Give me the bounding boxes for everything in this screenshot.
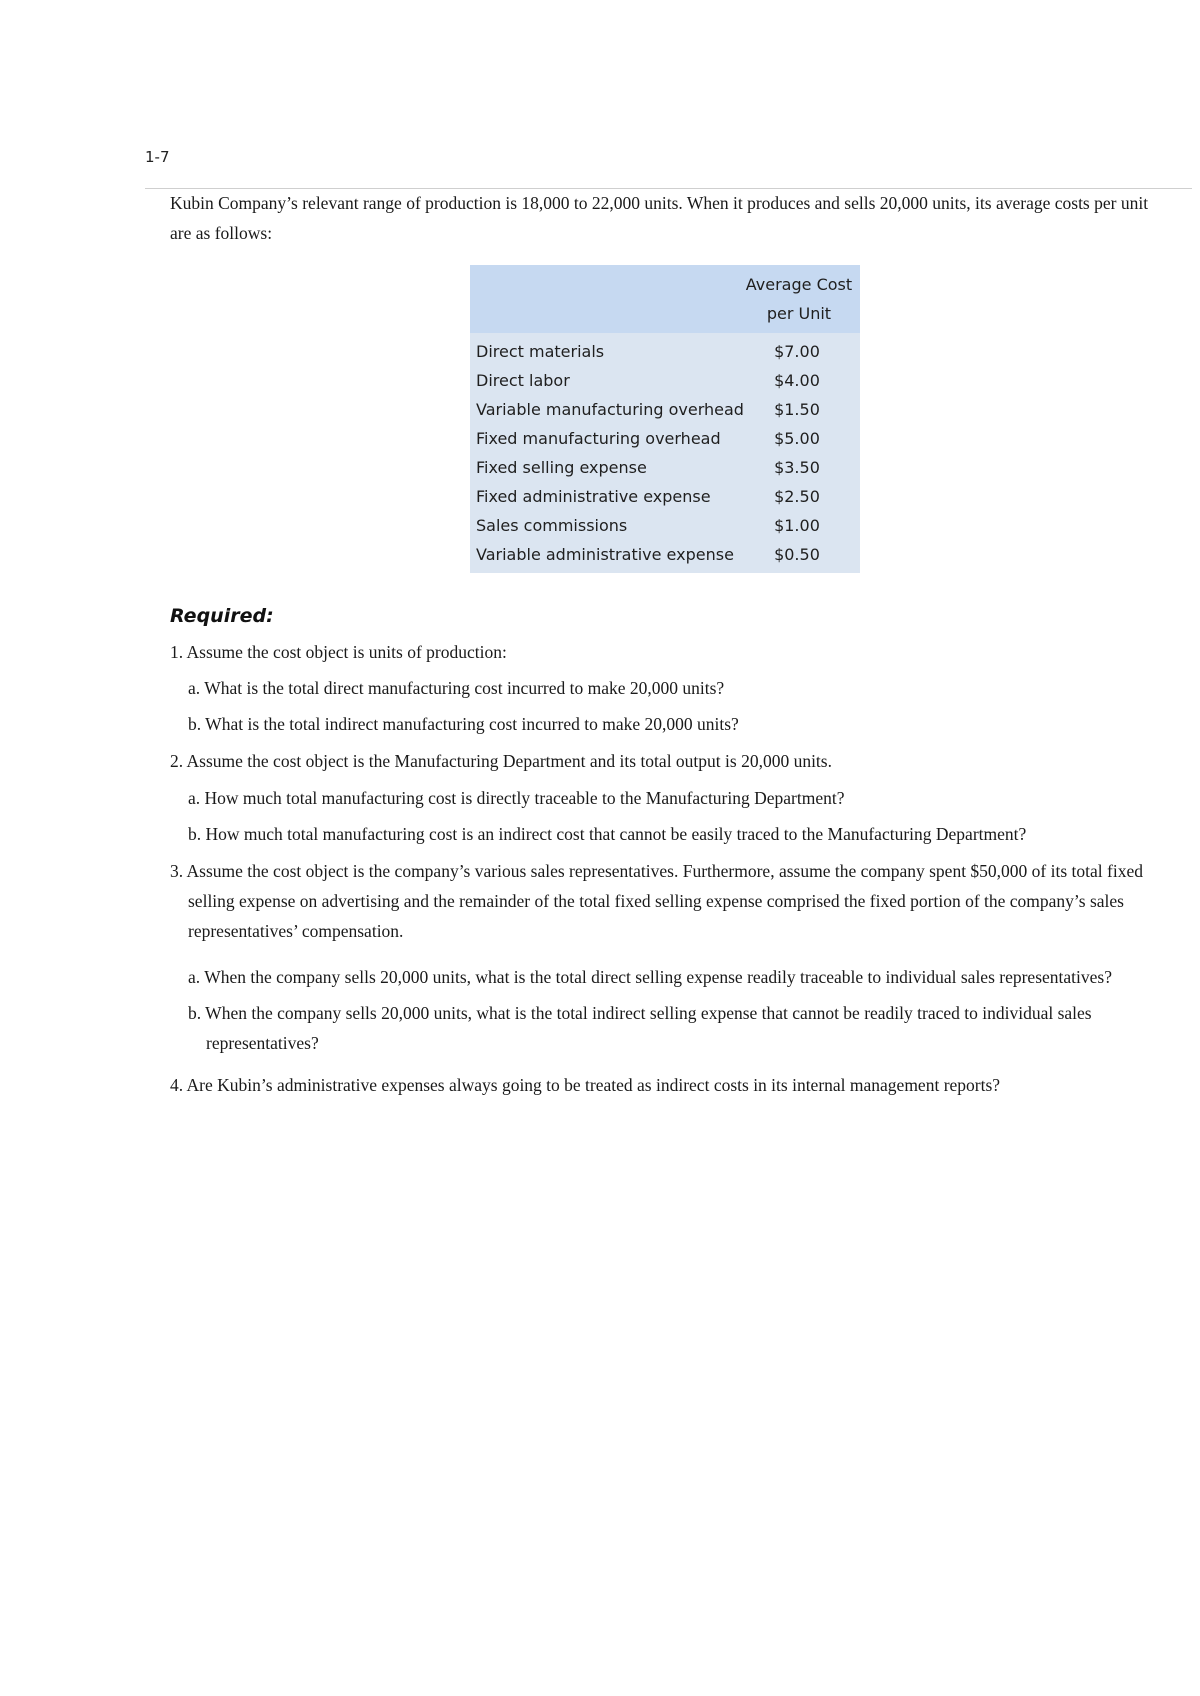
table-row bbox=[470, 424, 860, 453]
question-1: 1. Assume the cost object is units of production: bbox=[170, 642, 507, 662]
cost-label: Fixed selling expense bbox=[470, 453, 744, 482]
table-row bbox=[470, 453, 860, 482]
cost-amount: $4.00 bbox=[744, 366, 860, 395]
cost-amount: $0.50 bbox=[744, 540, 860, 573]
average-cost-table bbox=[470, 265, 860, 573]
cost-label: Variable manufacturing overhead bbox=[470, 395, 744, 424]
cost-label: Fixed administrative expense bbox=[470, 482, 744, 511]
intro-paragraph: Kubin Company’s relevant range of production is 18,000 to 22,000 units. When it produces and sells 20,000 units, its average costs per unit are as follows: bbox=[170, 193, 1149, 243]
cost-amount: $3.50 bbox=[744, 453, 860, 482]
cost-amount: $2.50 bbox=[744, 482, 860, 511]
cost-amount: $5.00 bbox=[744, 424, 860, 453]
required-heading: Required: bbox=[170, 605, 274, 627]
cost-amount: $1.50 bbox=[744, 395, 860, 424]
question-2a: a. How much total manufacturing cost is directly traceable to the Manufacturing Department? bbox=[188, 788, 845, 808]
question-1b: b. What is the total indirect manufacturing cost incurred to make 20,000 units? bbox=[188, 714, 739, 734]
table-header-average-cost bbox=[744, 265, 860, 333]
cost-label: Direct labor bbox=[470, 366, 744, 395]
cost-label: Direct materials bbox=[470, 333, 744, 366]
table-row bbox=[470, 333, 860, 366]
table-row bbox=[470, 482, 860, 511]
cost-label: Sales commissions bbox=[470, 511, 744, 540]
table-row bbox=[470, 395, 860, 424]
header-line-1: Average Cost bbox=[745, 275, 853, 294]
table-row bbox=[470, 540, 860, 573]
cost-amount: $1.00 bbox=[744, 511, 860, 540]
question-3: 3. Assume the cost object is the company’s various sales representatives. Furthermore, assume the company spent $50,000 of its total fixed selling expense on advertising and the remainder of the total fixed selling expense comprised the fixed portion of the company’s sales representatives’ compensation. bbox=[170, 861, 1143, 941]
table-row bbox=[470, 366, 860, 395]
header-line-2: per Unit bbox=[766, 304, 832, 323]
problem-number: 1-7 bbox=[145, 148, 170, 166]
table-header-blank bbox=[470, 265, 744, 333]
table-header-row bbox=[470, 265, 860, 333]
question-4: 4. Are Kubin’s administrative expenses always going to be treated as indirect costs in its internal management reports? bbox=[170, 1075, 1001, 1095]
cost-label: Variable administrative expense bbox=[470, 540, 744, 573]
cost-label: Fixed manufacturing overhead bbox=[470, 424, 744, 453]
table-row bbox=[470, 511, 860, 540]
question-3a: a. When the company sells 20,000 units, what is the total direct selling expense readily traceable to individual sales representatives? bbox=[188, 967, 1112, 987]
question-2b: b. How much total manufacturing cost is an indirect cost that cannot be easily traced to the Manufacturing Department? bbox=[188, 824, 1027, 844]
cost-amount: $7.00 bbox=[744, 333, 860, 366]
question-2: 2. Assume the cost object is the Manufacturing Department and its total output is 20,000 units. bbox=[170, 751, 832, 771]
question-1a: a. What is the total direct manufacturing cost incurred to make 20,000 units? bbox=[188, 678, 725, 698]
question-3b: b. When the company sells 20,000 units, what is the total indirect selling expense that cannot be readily traced to individual sales representatives? bbox=[188, 1003, 1092, 1053]
